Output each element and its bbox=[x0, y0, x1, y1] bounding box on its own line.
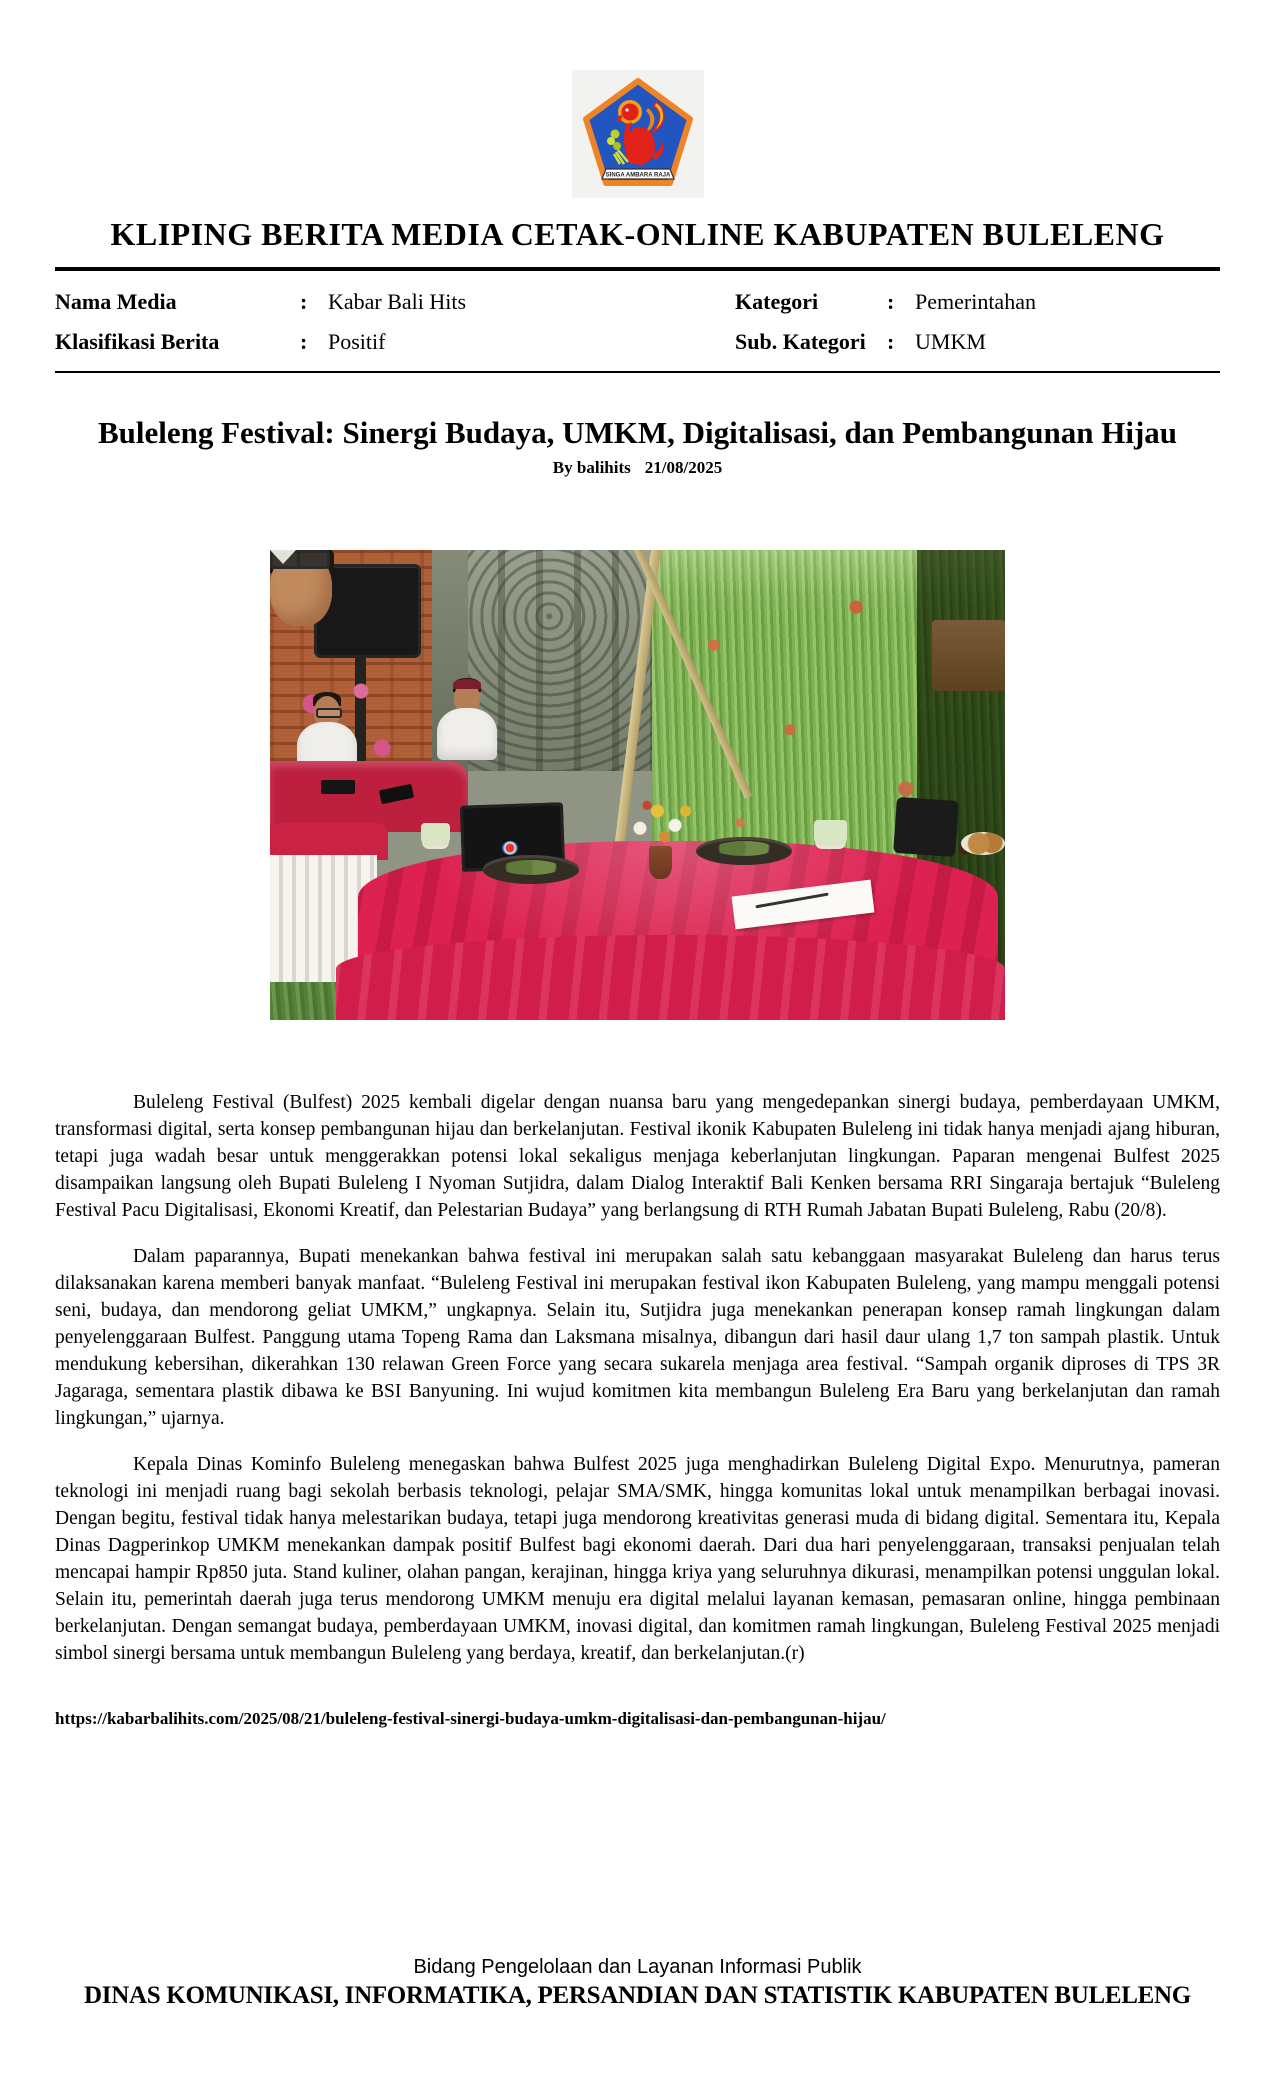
separator: : bbox=[300, 289, 308, 314]
kategori-value: Pemerintahan bbox=[915, 289, 1036, 314]
article-title: Buleleng Festival: Sinergi Budaya, UMKM, Digitalisasi, dan Pembangunan Hijau bbox=[97, 415, 1178, 450]
klasifikasi-value: Positif bbox=[328, 329, 386, 354]
paragraph-3: Kepala Dinas Kominfo Buleleng menegaskan bahwa Bulfest 2025 juga menghadirkan Buleleng Digital Expo. Menurutnya, pameran teknologi ini menjadi ruang bagi sekolah berbasis teknologi, pelajar SMA/SMK, hingga komunitas lokal untuk menampilkan berbagai inovasi. Dengan begitu, festival tidak hanya melestarikan budaya, tetapi juga mendorong kreativitas generasi muda di bidang digital. Sementara itu, Kepala Dinas Dagperinkop UMKM menekankan dampak positif Bulfest bagi ekonomi daerah. Dari dua hari penyelenggaraan, transaksi penjualan telah mencapai hampir Rp850 juta. Stand kuliner, olahan pangan, kerajinan, hingga kriya yang seluruhnya dikurasi, menampilkan potensi unggulan lokal. Selain itu, pemerintah daerah juga terus mendorong UMKM menuju era digital melalui layanan kemasan, pemasaran online, hingga pembinaan berkelanjutan. Dengan semangat budaya, pemberdayaan UMKM, inovasi digital, dan komitmen ramah lingkungan, Buleleng Festival 2025 menjadi simbol sinergi bersama untuk membangun Buleleng yang berdaya, kreatif, dan berkelanjutan.(r) bbox=[55, 1453, 1220, 1664]
wooden-structure bbox=[932, 620, 1006, 691]
sub-kategori-value: UMKM bbox=[915, 329, 986, 354]
logo-container bbox=[0, 0, 1275, 198]
metadata-table bbox=[55, 267, 1220, 373]
article-byline bbox=[0, 458, 1275, 478]
paragraph-2: Dalam paparannya, Bupati menekankan bahwa festival ini merupakan salah satu kebanggaan masyarakat Buleleng dan harus terus dilaksanakan karena memberi banyak manfaat. “Buleleng Festival ini merupakan festival ikon Kabupaten Buleleng, yang mampu menggali potensi seni, budaya, dan mendorong geliat UMKM,” ungkapnya. Selain itu, Sutjidra juga menekankan penerapan konsep ramah lingkungan dalam penyelenggaraan Bulfest. Panggung utama Topeng Rama dan Laksmana misalnya, dibangun dari hasil daur ulang 1,7 ton sampah plastik. Untuk mendukung kebersihan, dikerahkan 130 relawan Green Force yang secara sukarela menjaga area festival. “Sampah organik diproses di TPS 3R Jagaraga, sementara plastik dibawa ke BSI Banyuning. Ini wujud komitmen kita membangun Buleleng Era Baru yang berkelanjutan dan ramah lingkungan,” ujarnya. bbox=[55, 1245, 1220, 1429]
snack-plate bbox=[696, 837, 792, 865]
document-footer bbox=[0, 1956, 1275, 2010]
separator: : bbox=[887, 289, 895, 314]
crest-banner-text: SINGA AMBARA RAJA bbox=[605, 172, 670, 179]
klasifikasi-label: Klasifikasi Berita bbox=[55, 329, 220, 354]
crest-banner bbox=[602, 169, 674, 179]
background-red-table bbox=[270, 761, 468, 832]
kategori-label: Kategori bbox=[735, 289, 819, 314]
snack-plate bbox=[483, 855, 579, 883]
celadon-teacup bbox=[421, 823, 450, 847]
byline-author: By balihits bbox=[552, 457, 631, 477]
footer-dinas: DINAS KOMUNIKASI, INFORMATIKA, PERSANDIAN DAN STATISTIK KABUPATEN BULELENG bbox=[84, 1982, 1191, 2009]
nama-media-label: Nama Media bbox=[55, 289, 177, 314]
background-guest-with-udeng bbox=[454, 682, 514, 762]
document-header-title: KLIPING BERITA MEDIA CETAK-ONLINE KABUPATEN BULELENG bbox=[110, 216, 1165, 252]
source-url: https://kabarbalihits.com/2025/08/21/buleleng-festival-sinergi-budaya-umkm-digitalisasi-dan-pembangunan-hijau/ bbox=[55, 1708, 886, 1728]
laptop-logo bbox=[502, 841, 518, 855]
separator: : bbox=[887, 329, 895, 354]
metadata-row-1 bbox=[55, 289, 1220, 315]
nama-media-value: Kabar Bali Hits bbox=[328, 289, 467, 314]
phone-on-table bbox=[321, 780, 354, 794]
black-bag bbox=[893, 797, 959, 858]
byline-date: 21/08/2025 bbox=[644, 457, 723, 477]
flower-vase bbox=[649, 846, 673, 879]
crest-svg bbox=[577, 74, 699, 194]
article-body bbox=[55, 1089, 1220, 1667]
separator: : bbox=[300, 329, 308, 354]
paragraph-1: Buleleng Festival (Bulfest) 2025 kembali digelar dengan nuansa baru yang mengedepankan sinergi budaya, pemberdayaan UMKM, transformasi digital, serta konsep pembangunan hijau dan berkelanjutan. Festival ikonik Kabupaten Buleleng ini tidak hanya menjadi ajang hiburan, tetapi juga wadah besar untuk menggerakkan potensi lokal sekaligus menjaga keberlanjutan lingkungan. Paparan mengenai Bulfest 2025 disampaikan langsung oleh Bupati Buleleng I Nyoman Sutjidra, dalam Dialog Interaktif Bali Kenken bersama RRI Singaraja bertajuk “Buleleng Festival Pacu Digitalisasi, Ekonomi Kreatif, dan Pelestarian Budaya” yang berlangsung di RTH Rumah Jabatan Bupati Buleleng, Rabu (20/8). bbox=[55, 1091, 1220, 1221]
buleleng-crest-logo bbox=[572, 70, 704, 198]
article-photo bbox=[270, 550, 1005, 1020]
footer-bidang: Bidang Pengelolaan dan Layanan Informasi Publik bbox=[413, 1956, 862, 1978]
flower-bouquet bbox=[626, 794, 696, 850]
celadon-teacup bbox=[814, 820, 847, 846]
tablecloth-drape bbox=[336, 935, 1005, 1020]
sub-kategori-label: Sub. Kategori bbox=[735, 329, 866, 354]
metadata-row-2 bbox=[55, 329, 1220, 355]
